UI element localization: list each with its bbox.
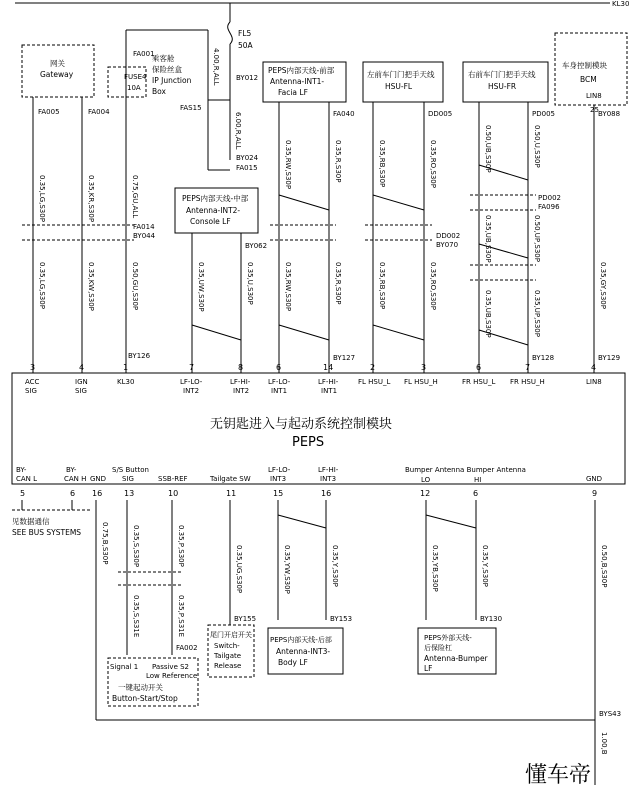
wire-int1-hi2: 0.35,R,S30P [334,262,342,305]
bot-sig-1b: CAN L [16,475,38,483]
wire-fl-l2: 0.35,RB,S30P [378,262,386,310]
wire-gnd9: 0.50,B,S30P [600,545,608,588]
conn-fa040: FA040 [333,110,355,118]
bot-sig-11a: GND [586,475,603,483]
conn-by126: BY126 [128,352,151,360]
tailgate-en2: Tailgate [214,652,242,660]
antenna-int1-en1: Antenna-INT1- [270,77,325,86]
wire-int1-lo: 0.35,RW,S30P [284,140,292,190]
bot-sig-8a: LF-HI- [318,466,339,474]
bot-sig-2a: BY- [66,466,77,474]
wire-int3-lo: 0.35,YW,S30P [283,545,291,594]
wire-fuse-out: 6.00,R,ALL [234,112,242,150]
bot-sig-7b: INT3 [270,475,287,483]
wire-int2-lo: 0.35,UW,S30P [197,262,205,312]
conn-by155: BY155 [234,615,257,623]
top-sig-5a: LF-HI- [230,378,251,386]
tailgate-en3: Release [214,662,242,670]
conn-by024: BY024 [236,154,259,162]
wire-lin: 0.35,GY,S30P [599,262,607,309]
top-pin-1: 3 [30,363,36,372]
watermark: 懂车帝 [525,763,592,788]
tailgate-cn: 尾门开启开关 [210,631,252,639]
hsu-fl-en: HSU-FL [385,82,413,91]
bumper-en1: Antenna-Bumper [424,654,488,663]
conn-fas15: FAS15 [180,104,202,112]
bcm-pin: 25 [590,106,599,114]
wire-bump-hi: 0.35,Y,S30P [481,545,489,587]
bus-en: SEE BUS SYSTEMS [12,528,82,537]
junction-box [108,67,146,97]
antenna-int2-en2: Console LF [190,217,231,226]
conn-fa015: FA015 [236,164,258,172]
wire-acc: 0.35,LG,S30P [38,175,46,222]
conn-fa096: FA096 [538,203,560,211]
fuse-fl5-rating: 50A [238,41,253,50]
conn-by062: BY062 [245,242,268,250]
wire-gnd16: 0.75,B,S30P [101,522,109,565]
bot-sig-10a: HI [474,476,482,484]
top-sig-2b: SIG [75,387,87,395]
conn-by129: BY129 [598,354,621,362]
top-pin-5: 8 [238,363,244,372]
top-sig-10a: FR HSU_L [462,378,496,386]
bumper-antenna-header: Bumper Antenna Bumper Antenna [405,466,526,474]
conn-fa005: FA005 [38,108,60,116]
kl30-bus-label: KL30 [612,0,630,8]
top-sig-2a: IGN [75,378,88,386]
wire-fr-l-mid: 0.35,UB,S30P [484,215,492,263]
bot-pin-6: 11 [226,489,237,498]
conn-by130: BY130 [480,615,503,623]
bot-pin-7: 15 [273,489,284,498]
top-pin-2: 4 [79,363,85,372]
antenna-int1-en2: Facia LF [278,88,308,97]
wire-fr-l2: 0.35,UB,S30P [484,290,492,338]
antenna-int3-cn: PEPS内部天线-后部 [270,636,332,644]
top-sig-4a: LF-LO- [180,378,203,386]
bot-pin-5: 10 [168,489,179,498]
wire-gnd-out: 1.00,B [600,732,608,755]
junction-cn1: 乘客舱 [152,54,175,63]
conn-by044: BY044 [133,232,156,240]
wire-int1-lo2: 0.35,RW,S30P [284,262,292,312]
wire-fl-h2: 0.35,RO,S30P [429,262,437,310]
wire-acc2: 0.35,LG,S30P [38,262,46,309]
conn-bys43: BYS43 [599,710,622,718]
top-sig-5b: INT2 [233,387,250,395]
bot-sig-1a: BY- [16,466,27,474]
wire-kl30: 0.75,GU,ALL [131,175,139,219]
conn-pd005: PD005 [532,110,555,118]
top-sig-8a: FL HSU_L [358,378,391,386]
gateway-cn: 网关 [50,59,65,68]
bot-pin-8: 16 [321,489,332,498]
bot-pin-10: 6 [473,489,479,498]
conn-by088: BY088 [598,110,621,118]
bot-pin-4: 13 [124,489,135,498]
junction-en1: IP Junction [152,76,192,85]
bot-sig-7a: LF-LO- [268,466,291,474]
tailgate-en1: Switch- [214,642,240,650]
wire-kl30-2: 0.50,GU,S30P [131,262,139,311]
wire-int3-hi: 0.35,Y,S30P [331,545,339,587]
top-pin-8: 2 [370,363,376,372]
peps-cn-title: 无钥匙进入与起动系统控制模块 [210,417,393,432]
antenna-int3-en1: Antenna-INT3- [276,647,331,656]
junction-rating: 10A [127,84,141,92]
antenna-int1-cn: PEPS内部天线-前部 [268,66,335,75]
top-sig-9a: FL HSU_H [404,378,438,386]
wire-fr-h: 0.50,U,S30P [533,125,541,168]
conn-pd002: PD002 [538,194,561,202]
conn-by070: BY070 [436,241,459,249]
junction-fuse: FUSE4 [124,73,147,81]
bot-pin-9: 12 [420,489,431,498]
top-sig-1b: SIG [25,387,37,395]
bot-sig-9a: LO [421,476,431,484]
antenna-int2-cn: PEPS内部天线-中部 [182,194,249,203]
bot-pin-11: 9 [592,489,598,498]
bumper-en2: LF [424,664,433,673]
button-sig1: Signal 1 [110,663,139,671]
conn-dd002: DD002 [436,232,461,240]
button-sig2: Passive S2 [152,663,190,671]
button-en: Button-Start/Stop [112,694,178,703]
bot-pin-3: 16 [92,489,103,498]
hsu-fr-en: HSU-FR [488,82,517,91]
wire-fr-l: 0.50,UB,S30P [484,125,492,173]
conn-dd005: DD005 [428,110,453,118]
conn-by127: BY127 [333,354,356,362]
bus-cn: 见数据通信 [12,517,50,526]
button-sig3: Low Reference [146,672,198,680]
conn-fa004: FA004 [88,108,110,116]
top-sig-7a: LF-HI- [318,378,339,386]
bot-sig-8b: INT3 [320,475,337,483]
bot-sig-3a: GND [90,475,107,483]
wire-ssb-ref2: 0.35,P,S31E [177,595,185,638]
wire-ign2: 0.35,KW,S30P [87,262,95,311]
wire-ssb-ref: 0.35,P,S30P [177,525,185,567]
bot-pin-1: 5 [20,489,26,498]
wire-bump-lo: 0.35,YB,S30P [431,545,439,592]
wire-fr-h-mid: 0.50,UP,S30P [533,215,541,262]
top-pin-9: 3 [421,363,427,372]
conn-fa002: FA002 [176,644,198,652]
fuse-fl5-label: FL5 [238,29,252,38]
hsu-fr-cn: 右前车门门把手天线 [468,70,536,79]
top-pin-12: 4 [591,363,597,372]
bumper-cn1: PEPS外部天线- [424,634,472,642]
bot-sig-5a: SSB-REF [158,475,188,483]
wire-int1-hi: 0.35,R,S30P [334,140,342,183]
wire-fr-h2: 0.35,UP,S30P [533,290,541,337]
wire-fl-l: 0.35,RB,S30P [378,140,386,188]
hsu-fl-cn: 左前车门门把手天线 [367,70,435,79]
top-pin-3: 1 [123,363,129,372]
top-sig-1a: ACC [25,378,40,386]
bot-sig-2b: CAN H [64,475,87,483]
wire-int2-hi: 0.35,U,S30P [246,262,254,305]
top-sig-7b: INT1 [321,387,338,395]
button-cn: 一键起动开关 [118,683,163,692]
bot-sig-4b: SIG [122,475,134,483]
conn-by128: BY128 [532,354,555,362]
wire-ss-sig: 0.35,S,S30P [132,525,140,568]
bcm-lin: LIN8 [586,92,602,100]
gateway-en: Gateway [40,70,74,79]
bumper-cn2: 后保险杠 [424,644,452,652]
top-sig-12a: LIN8 [586,378,602,386]
top-pin-7: 14 [323,363,334,372]
wire-ign: 0.35,KR,S30P [87,175,95,223]
top-pin-6: 6 [276,363,282,372]
top-sig-6a: LF-LO- [268,378,291,386]
top-sig-3a: KL30 [117,378,135,386]
top-pin-10: 6 [476,363,482,372]
peps-en-title: PEPS [292,435,325,450]
conn-fa001-top: FA001 [133,50,155,58]
bcm-cn: 车身控制模块 [562,61,607,70]
antenna-int3-en2: Body LF [278,658,308,667]
top-pin-4: 7 [189,363,195,372]
conn-by012: BY012 [236,74,259,82]
top-pin-11: 7 [525,363,531,372]
junction-en2: Box [152,87,166,96]
wire-fuse-feed: 4.00,R,ALL [212,48,220,86]
conn-fa014: FA014 [133,223,155,231]
wire-tailgate: 0.35,UG,S30P [235,545,243,594]
wire-ss-sig2: 0.35,S,S31E [132,595,140,638]
top-sig-4b: INT2 [183,387,200,395]
bot-sig-6a: Tailgate SW [210,475,251,483]
top-sig-6b: INT1 [271,387,288,395]
top-sig-11a: FR HSU_H [510,378,545,386]
conn-by153: BY153 [330,615,353,623]
bcm-en: BCM [580,75,597,84]
wire-fl-h: 0.35,RO,S30P [429,140,437,188]
bot-pin-2: 6 [70,489,76,498]
bot-sig-4a: S/S Button [112,466,149,474]
antenna-int2-en1: Antenna-INT2- [186,206,241,215]
junction-cn2: 保险丝盒 [152,65,182,74]
